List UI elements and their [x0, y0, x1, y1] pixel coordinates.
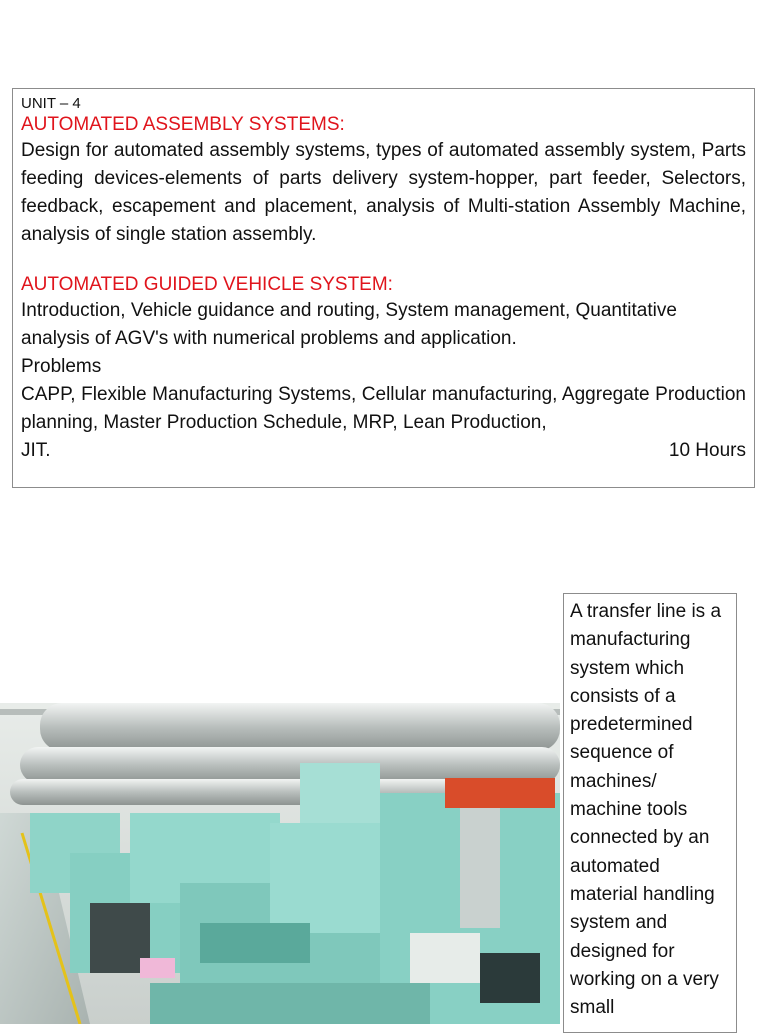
factory-photo	[0, 703, 560, 1024]
section-heading-assembly: AUTOMATED ASSEMBLY SYSTEMS:	[21, 114, 345, 135]
part-bin	[140, 958, 175, 978]
spacer	[21, 249, 746, 273]
section-heading-agv: AUTOMATED GUIDED VEHICLE SYSTEM:	[21, 274, 393, 295]
caption-text: A transfer line is a manufacturing system which consists of a predetermined sequence of machines/ machine tools connected by an automated material handling system and designed for working on a very small	[570, 601, 722, 1019]
column	[460, 808, 500, 928]
machine	[300, 763, 380, 823]
problems-label: Problems	[21, 356, 102, 377]
conveyor	[150, 983, 430, 1024]
caption-box	[563, 593, 737, 1033]
transfer-line-illustration	[0, 703, 560, 1024]
section-body-assembly: Design for automated assembly systems, types of automated assembly system, Parts feeding devices-elements of parts delivery system-hopper, part feeder, Selectors, feedback, escapement and placement, analysis of Multi-station Assembly Machine, analysis of single station assembly.	[21, 140, 746, 245]
topics-list: CAPP, Flexible Manufacturing Systems, Cellular manufacturing, Aggregate Production planning, Master Production Schedule, MRP, Lean Production,	[21, 384, 746, 433]
hours-label: 10 Hours	[668, 440, 746, 461]
unit-label: UNIT – 4	[21, 95, 81, 112]
control-box	[480, 953, 540, 1003]
gantry-beam	[445, 778, 555, 808]
panel	[410, 933, 480, 983]
hours-row	[21, 437, 746, 465]
air-duct	[40, 703, 560, 751]
last-topic: JIT.	[21, 440, 51, 461]
air-duct	[20, 747, 560, 783]
section-body-agv: Introduction, Vehicle guidance and routing, System management, Quantitative analysis of AGV's with numerical problems and application.	[21, 300, 677, 349]
syllabus-box	[12, 88, 755, 488]
conveyor	[200, 923, 310, 963]
